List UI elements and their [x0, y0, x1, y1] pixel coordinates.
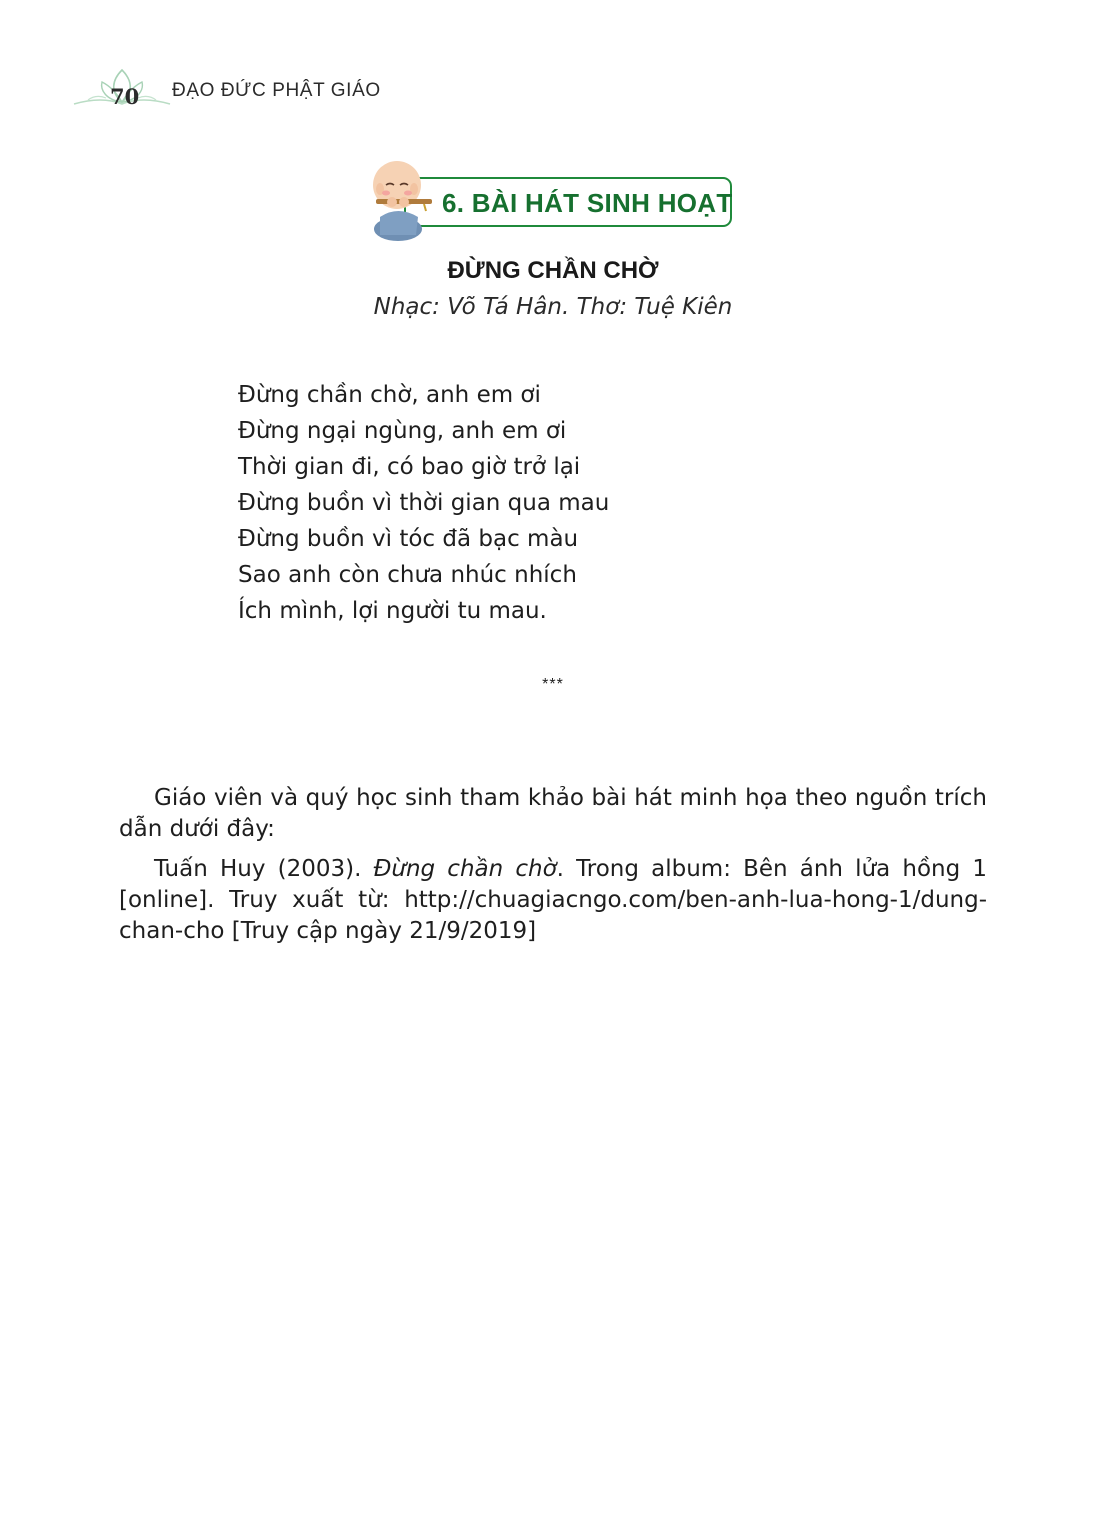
citation-title: Đừng chần chờ — [373, 856, 557, 882]
lyrics-block — [238, 377, 609, 629]
lyric-line: Đừng buồn vì tóc đã bạc màu — [238, 526, 579, 552]
lyric-line: Đừng chần chờ, anh em ơi — [238, 382, 541, 408]
song-credits: Nhạc: Võ Tá Hân. Thơ: Tuệ Kiên — [373, 294, 733, 320]
reference-citation — [119, 854, 987, 947]
song-title: ĐỪNG CHẦN CHỜ — [447, 257, 659, 284]
page-header — [72, 64, 392, 114]
lyric-line: Ích mình, lợi người tu mau. — [238, 598, 547, 624]
section-title: 6. BÀI HÁT SINH HOẠT — [442, 188, 733, 218]
section-banner — [366, 155, 738, 245]
citation-source: . Trong album: Bên ánh lửa hồng 1 [online]. Truy xuất từ: http://chuagiacngo.com/ben-anh-lua-hong-1/dung-chan-cho [Truy cập ngày 21/9/2019] — [119, 856, 988, 944]
running-title: ĐẠO ĐỨC PHẬT GIÁO — [172, 80, 381, 101]
page-number: 70 — [110, 84, 140, 109]
lyric-line: Đừng ngại ngùng, anh em ơi — [238, 418, 567, 444]
reference-intro: Giáo viên và quý học sinh tham khảo bài hát minh họa theo nguồn trích dẫn dưới đây: — [119, 785, 987, 842]
lyric-line: Thời gian đi, có bao giờ trở lại — [238, 454, 581, 480]
monk-playing-flute-illustration — [366, 155, 436, 245]
lyric-line: Sao anh còn chưa nhúc nhích — [238, 562, 577, 588]
citation-author: Tuấn Huy (2003). — [154, 856, 374, 882]
section-separator: *** — [542, 676, 564, 693]
lyric-line: Đừng buồn vì thời gian qua mau — [238, 490, 610, 516]
